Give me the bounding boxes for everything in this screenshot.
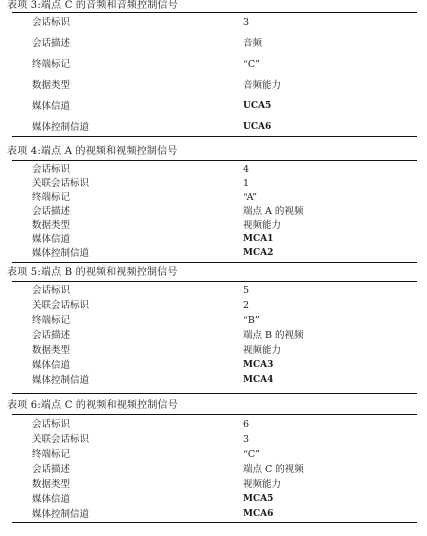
field-value: 4: [243, 164, 250, 175]
field-value: 1: [243, 178, 250, 189]
field-label: 媒体控制信道: [32, 248, 90, 259]
section-title: 表项 6:端点 C 的视频和视频控制信号: [7, 400, 178, 411]
section-bottom-rule: [12, 393, 417, 394]
section-header-rule: [12, 414, 417, 415]
field-value: 6: [243, 419, 250, 430]
field-label: 媒体信道: [32, 360, 71, 371]
field-label: 会话标识: [32, 164, 71, 175]
field-label: 终端标记: [32, 192, 71, 203]
field-value: MCA1: [243, 234, 274, 244]
field-value: UCA6: [243, 122, 272, 132]
field-label: 会话标识: [32, 17, 71, 28]
field-label: 会话描述: [32, 330, 71, 341]
field-label: 会话描述: [32, 206, 71, 217]
section-title: 表项 5:端点 B 的视频和视频控制信号: [7, 267, 178, 278]
field-label: 媒体信道: [32, 494, 71, 505]
field-label: 媒体控制信道: [32, 122, 90, 133]
field-label: 数据类型: [32, 80, 71, 91]
field-label: 终端标记: [32, 59, 71, 70]
field-label: 媒体控制信道: [32, 375, 90, 386]
field-label: 会话描述: [32, 464, 71, 475]
field-label: 关联会话标识: [32, 178, 90, 189]
field-label: 数据类型: [32, 345, 71, 356]
field-value: 2: [243, 300, 250, 311]
field-label: 关联会话标识: [32, 434, 90, 445]
field-label: 会话标识: [32, 419, 71, 430]
field-label: 会话描述: [32, 38, 71, 49]
section-header-rule: [12, 12, 417, 13]
field-value: 视频能力: [243, 345, 282, 356]
field-value: MCA5: [243, 494, 274, 504]
field-value: “A”: [243, 192, 257, 203]
field-value: 3: [243, 434, 250, 445]
field-label: 数据类型: [32, 220, 71, 231]
section-bottom-rule: [12, 136, 417, 137]
field-value: 视频能力: [243, 479, 282, 490]
field-value: MCA4: [243, 375, 274, 385]
field-value: 端点 C 的视频: [243, 464, 304, 475]
field-value: MCA3: [243, 360, 274, 370]
field-value: 3: [243, 17, 250, 28]
section-bottom-rule: [12, 522, 417, 523]
field-value: 5: [243, 285, 250, 296]
section-title: 表项 4:端点 A 的视频和视频控制信号: [7, 146, 178, 157]
section-title: 表项 3:端点 C 的音频和音频控制信号: [7, 0, 178, 11]
field-value: UCA5: [243, 101, 272, 111]
field-label: 数据类型: [32, 479, 71, 490]
field-label: 媒体信道: [32, 234, 71, 245]
field-value: 音频: [243, 38, 263, 49]
field-value: “C”: [243, 449, 260, 460]
field-value: “C”: [243, 59, 260, 70]
field-label: 媒体信道: [32, 101, 71, 112]
field-value: MCA2: [243, 248, 274, 258]
field-label: 媒体控制信道: [32, 509, 90, 520]
field-value: 音频能力: [243, 80, 282, 91]
field-value: “B”: [243, 315, 260, 326]
field-value: 端点 B 的视频: [243, 330, 304, 341]
section-header-rule: [12, 160, 417, 161]
section-header-rule: [12, 281, 417, 282]
section-bottom-rule: [12, 262, 417, 263]
field-value: MCA6: [243, 509, 274, 519]
field-label: 会话标识: [32, 285, 71, 296]
field-label: 关联会话标识: [32, 300, 90, 311]
field-value: 端点 A 的视频: [243, 206, 304, 217]
field-label: 终端标记: [32, 449, 71, 460]
field-value: 视频能力: [243, 220, 282, 231]
field-label: 终端标记: [32, 315, 71, 326]
